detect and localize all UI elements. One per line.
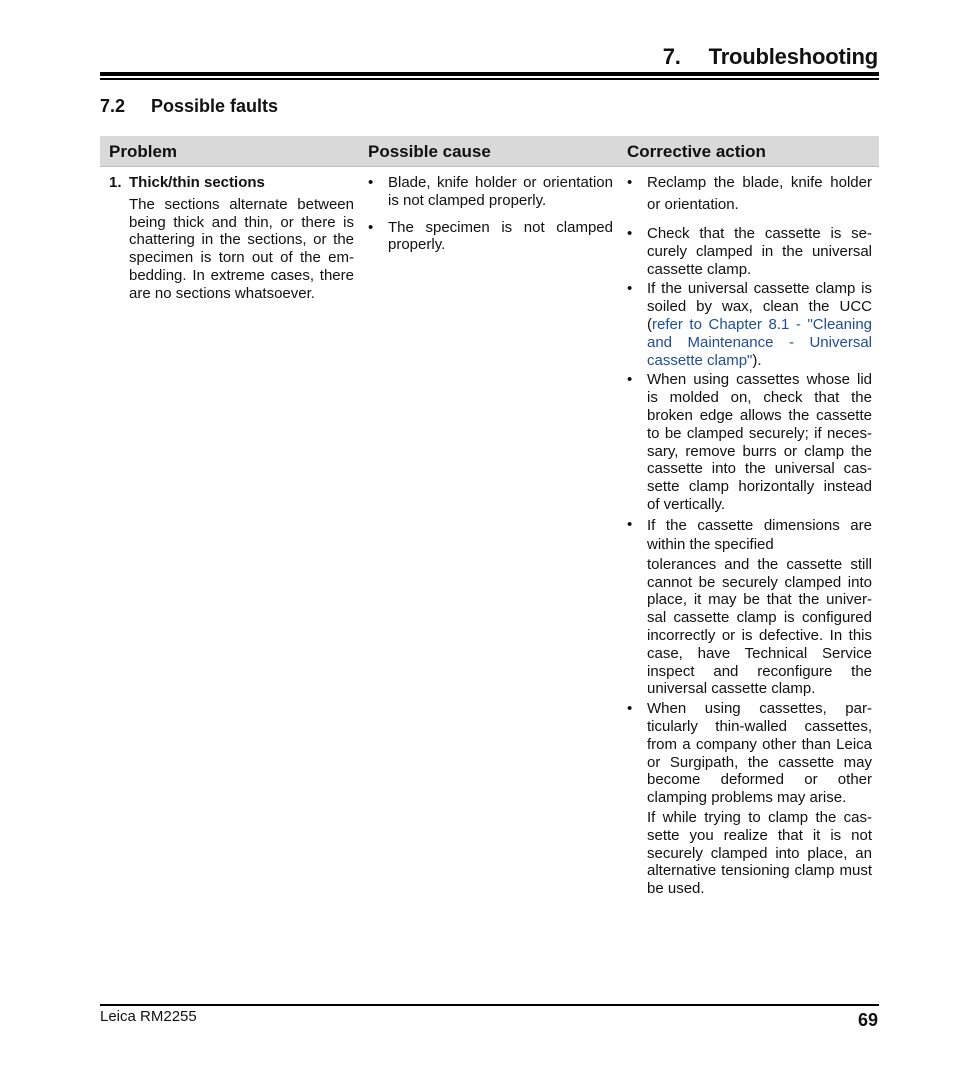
action-item: • When using cassettes whose lid is molded on, check that the broken edge allows the cassette to be clamped securely; if neces-sary, remove burrs or clamp the cassette into the universal cas-sette clamp horizontally instead of vertically. — [627, 371, 872, 513]
action-text: ). — [752, 351, 762, 369]
page-number: 69 — [857, 1010, 878, 1030]
section-title — [100, 96, 278, 117]
action-item: • Check that the cassette is se-curely clamped in the universal cassette clamp. — [627, 225, 872, 278]
header-rule-thick — [100, 72, 879, 76]
header-problem: Problem — [109, 142, 178, 161]
chapter-number: 7. — [662, 44, 681, 69]
section-number: 7.2 — [100, 96, 126, 116]
action-text: If the universal cassette clamp is soiled by wax, clean the UCC ( — [647, 280, 872, 333]
problem-number: 1. — [109, 174, 122, 191]
chapter-title — [663, 44, 878, 70]
section-name: Possible faults — [151, 96, 279, 116]
action-column — [627, 174, 872, 898]
cause-item: • Blade, knife holder or orientation is not clamped properly. — [368, 174, 613, 210]
footer-rule — [100, 1004, 879, 1006]
cause-column — [368, 174, 613, 263]
problem-column — [109, 174, 354, 303]
problem-title: Thick/thin sections — [129, 174, 265, 191]
footer-product: Leica RM2255 — [100, 1008, 197, 1025]
action-item: • When using cassettes, par-ticularly thin-walled cassettes, from a company other than Leica or Surgipath, the cassette may become deformed or other clamping problems may arise. — [627, 700, 872, 807]
header-rule-thin — [100, 78, 879, 80]
chapter-name: Troubleshooting — [708, 44, 878, 69]
problem-description: The sections alternate between being thick and thin, or there is chattering in the sections, or the specimen is torn out of the em-bedding. In extreme cases, there are no sections whatsoever. — [129, 195, 354, 302]
action-text: • If the cassette dimensions are within the specified — [647, 516, 872, 553]
problem-heading — [109, 174, 354, 192]
header-corrective-action: Corrective action — [627, 142, 766, 161]
action-item — [627, 516, 872, 554]
chapter-reference-link[interactable]: refer to Chapter 8.1 - "Cleaning and Maintenance - Universal cassette clamp" — [647, 315, 872, 369]
action-item — [627, 280, 872, 369]
action-continuation: If while trying to clamp the cas-sette you realize that it is not securely clamped into place, an alternative tensioning clamp must be used. — [647, 808, 872, 898]
cause-item: • The specimen is not clamped properly. — [368, 219, 613, 255]
action-continuation: tolerances and the cassette still cannot be securely clamped into place, it may be that the univer-sal cassette clamp is configured incorrectly or is defective. In this case, have Technical Service inspect and reconfigure the universal cassette clamp. — [647, 555, 872, 698]
action-item: • Reclamp the blade, knife holder or orientation. — [627, 172, 872, 216]
table-header-row — [100, 136, 879, 167]
header-possible-cause: Possible cause — [368, 142, 491, 161]
